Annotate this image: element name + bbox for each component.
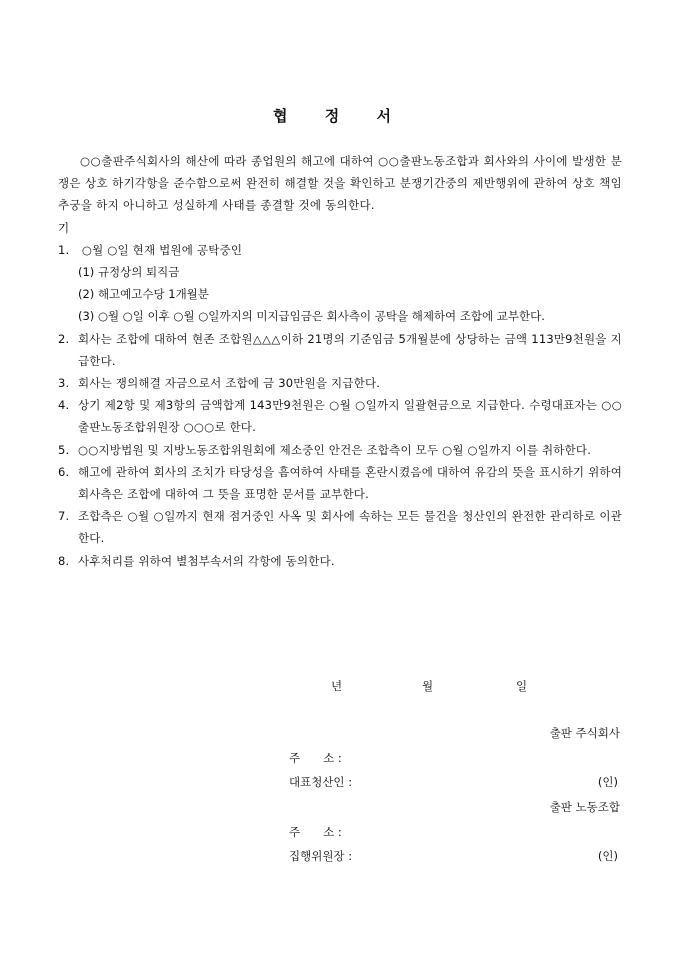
clause-2 bbox=[58, 328, 622, 372]
union-name: 출판 노동조합 bbox=[549, 800, 620, 814]
company-seal: (인) bbox=[597, 775, 618, 789]
date-day: 일 bbox=[516, 679, 528, 693]
clause-text: 회사는 조합에 대하여 현존 조합원△△△이하 21명의 기준임금 5개월분에 상당하는 금액 113만9천원을 지급한다. bbox=[78, 331, 622, 368]
clause-number: 7. bbox=[58, 509, 70, 524]
union-rep-label bbox=[289, 846, 352, 866]
clause-number: 2. bbox=[58, 331, 70, 346]
clause-number: 8. bbox=[58, 553, 70, 568]
union-address-label bbox=[289, 822, 363, 842]
clause-text: 해고에 관하여 회사의 조치가 타당성을 흠여하여 사태를 혼란시켰음에 대하여 유감의 뜻을 표시하기 위하여 회사측은 조합에 대하여 그 뜻을 표명한 문서를 교부한다. bbox=[78, 464, 622, 502]
date-year: 년 bbox=[331, 679, 343, 693]
clause-4 bbox=[58, 394, 622, 438]
document-title: 협 정 서 bbox=[273, 107, 407, 125]
sub-clause-3 bbox=[58, 305, 622, 327]
clause-3 bbox=[58, 372, 622, 394]
clause-number: 1. bbox=[58, 242, 70, 257]
clause-5 bbox=[58, 439, 622, 461]
clause-6 bbox=[58, 461, 622, 505]
clause-text: 사후처리를 위하여 별첨부속서의 각항에 동의한다. bbox=[78, 553, 335, 568]
company-address-text: 주 소 : bbox=[289, 751, 342, 765]
clause-text: 상기 제2항 및 제3항의 금액합계 143만9천원은 ○월 ○일까지 일괄현금으로 지급한다. 수령대표자는 ○○출판노동조합위원장 ○○○로 한다. bbox=[78, 398, 622, 435]
company-rep-text: 대표청산인 : bbox=[289, 775, 353, 789]
union-rep-text: 집행위원장 : bbox=[289, 849, 353, 863]
clause-text: ○월 ○일 현재 법원에 공탁중인 bbox=[78, 242, 243, 257]
union-seal: (인) bbox=[597, 849, 618, 863]
company-name: 출판 주식회사 bbox=[549, 726, 620, 740]
intro-paragraph: ○○출판주식회사의 해산에 따라 종업원의 해고에 대하여 ○○출판노동조합과 회사와의 사이에 발생한 분쟁은 상호 하기각항을 준수함으로써 완전히 해결할 것을 확인하고 분쟁기간중의 제반행위에 관하여 상호 책임 추궁을 하지 아니하고 성실하게 사태를 종결할 것에 동의한다. bbox=[58, 154, 622, 213]
clause-text: 조합측은 ○월 ○일까지 현재 점거중인 사옥 및 회사에 속하는 모든 물건을 청산인의 완전한 관리하로 이관한다. bbox=[78, 509, 622, 546]
sub-clause-3-text: (3) ○월 ○일 이후 ○월 ○일까지의 미지급임금은 회사측이 공탁을 해제하여 조합에 교부한다. bbox=[78, 309, 545, 324]
company-address-label bbox=[289, 748, 363, 768]
sub-clause-2: (2) 해고예고수당 1개월분 bbox=[78, 287, 209, 302]
clause-text: 회사는 쟁의해결 자금으로서 조합에 금 30만원을 지급한다. bbox=[78, 376, 381, 391]
agreement-body bbox=[58, 150, 622, 572]
sub-clause-1: (1) 규정상의 퇴직금 bbox=[78, 265, 180, 280]
company-rep-label bbox=[289, 772, 352, 792]
clause-number: 3. bbox=[58, 376, 70, 391]
clause-number: 5. bbox=[58, 442, 70, 457]
clause-1 bbox=[58, 239, 622, 261]
union-address-text: 주 소 : bbox=[289, 825, 342, 839]
date-line bbox=[0, 678, 680, 700]
clause-number: 6. bbox=[58, 464, 70, 479]
clause-number: 4. bbox=[58, 398, 70, 413]
clause-8 bbox=[58, 550, 622, 572]
clause-7 bbox=[58, 505, 622, 549]
gi-marker: 기 bbox=[58, 220, 70, 235]
date-month: 월 bbox=[422, 679, 434, 693]
clause-text: ○○지방법원 및 지방노동조합위원회에 제소중인 안건은 조합측이 모두 ○월 ○일까지 이를 취하한다. bbox=[78, 442, 592, 457]
